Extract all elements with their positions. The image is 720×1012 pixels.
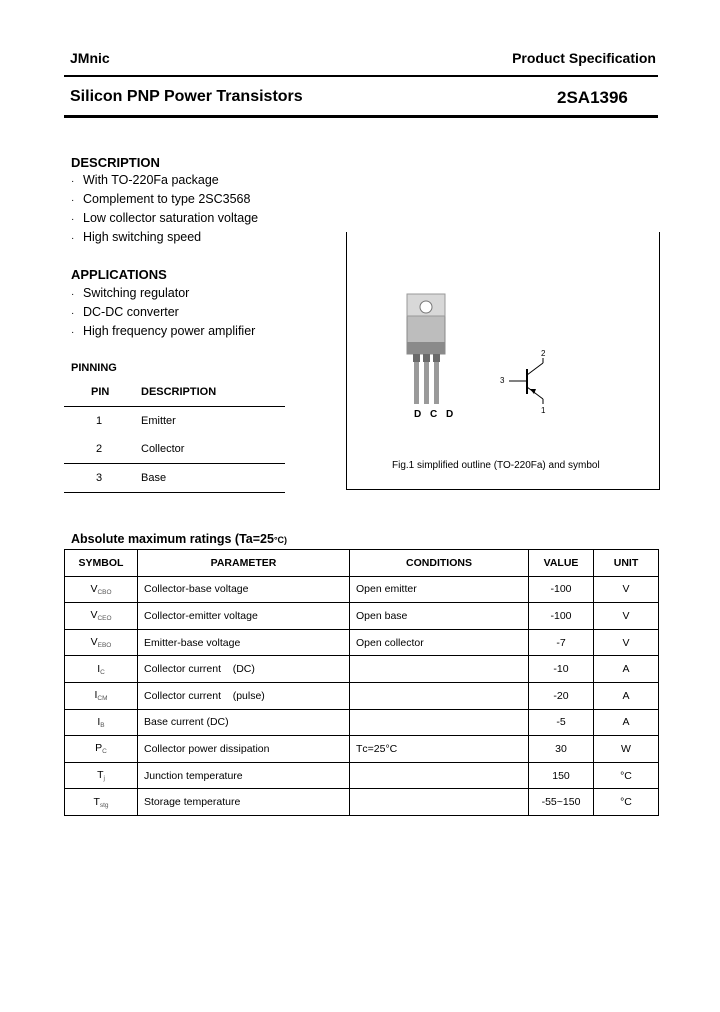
list-item: · DC-DC converter xyxy=(71,305,179,319)
product-title: Silicon PNP Power Transistors xyxy=(70,88,303,105)
lead-labels: D C D xyxy=(414,409,457,420)
ratings-title: Absolute maximum ratings (Ta=25°C) xyxy=(71,532,288,546)
list-item: · High switching speed xyxy=(71,230,202,244)
table-row: $V_{CEO}$ Collector-emitter voltage Open base -100 V xyxy=(65,603,659,630)
table-row: $P_C$ Collector power dissipation Tᴄ=25°C 30 W xyxy=(65,736,659,763)
pinning-title: PINNING xyxy=(71,362,117,374)
list-item: · With TO-220Fa package xyxy=(71,173,219,187)
company-name: JMnic xyxy=(70,50,110,66)
description-title: DESCRIPTION xyxy=(71,155,160,170)
figure-caption: Fig.1 simplified outline (TO-220Fa) and symbol xyxy=(392,460,600,471)
part-number: 2SA1396 xyxy=(557,88,628,107)
figure-box xyxy=(346,232,660,490)
table-row: $T_{stg}$ Storage temperature -55~150 °C xyxy=(65,789,659,816)
collector-pin-label: 2 xyxy=(541,349,546,358)
table-row: $I_C$ Collector current (DC) -10 A xyxy=(65,656,659,683)
pnp-transistor-symbol-icon xyxy=(347,232,659,489)
title-divider xyxy=(64,115,658,118)
table-row: 3 Base xyxy=(96,472,167,484)
list-item: · Switching regulator xyxy=(71,286,190,300)
ratings-table xyxy=(64,549,659,816)
table-row: $I_B$ Base current (DC) -5 A xyxy=(65,709,659,736)
pin-header: PIN xyxy=(91,386,110,398)
table-row: $V_{EBO}$ Emitter-base voltage Open collector -7 V xyxy=(65,629,659,656)
table-row: $T_j$ Junction temperature 150 °C xyxy=(65,762,659,789)
pin-description-header: DESCRIPTION xyxy=(141,386,217,398)
pin-divider xyxy=(64,492,285,493)
applications-title: APPLICATIONS xyxy=(71,267,167,282)
description-list xyxy=(71,171,258,247)
table-header-row: SYMBOL PARAMETER CONDITIONS VALUE UNIT xyxy=(65,550,659,577)
table-row: 2 Collector xyxy=(96,443,185,455)
list-item: · Complement to type 2SC3568 xyxy=(71,192,251,206)
list-item: · High frequency power amplifier xyxy=(71,324,256,338)
header-divider xyxy=(64,75,658,77)
table-row: $V_{CBO}$ Collector-base voltage Open emitter -100 V xyxy=(65,576,659,603)
spec-label: Product Specification xyxy=(512,50,656,66)
list-item: · Low collector saturation voltage xyxy=(71,211,259,225)
applications-list xyxy=(71,284,255,341)
emitter-pin-label: 1 xyxy=(541,406,546,415)
base-pin-label: 3 xyxy=(500,376,505,385)
table-row: $I_{CM}$ Collector current (pulse) -20 A xyxy=(65,682,659,709)
table-row: 1 Emitter xyxy=(96,415,176,427)
